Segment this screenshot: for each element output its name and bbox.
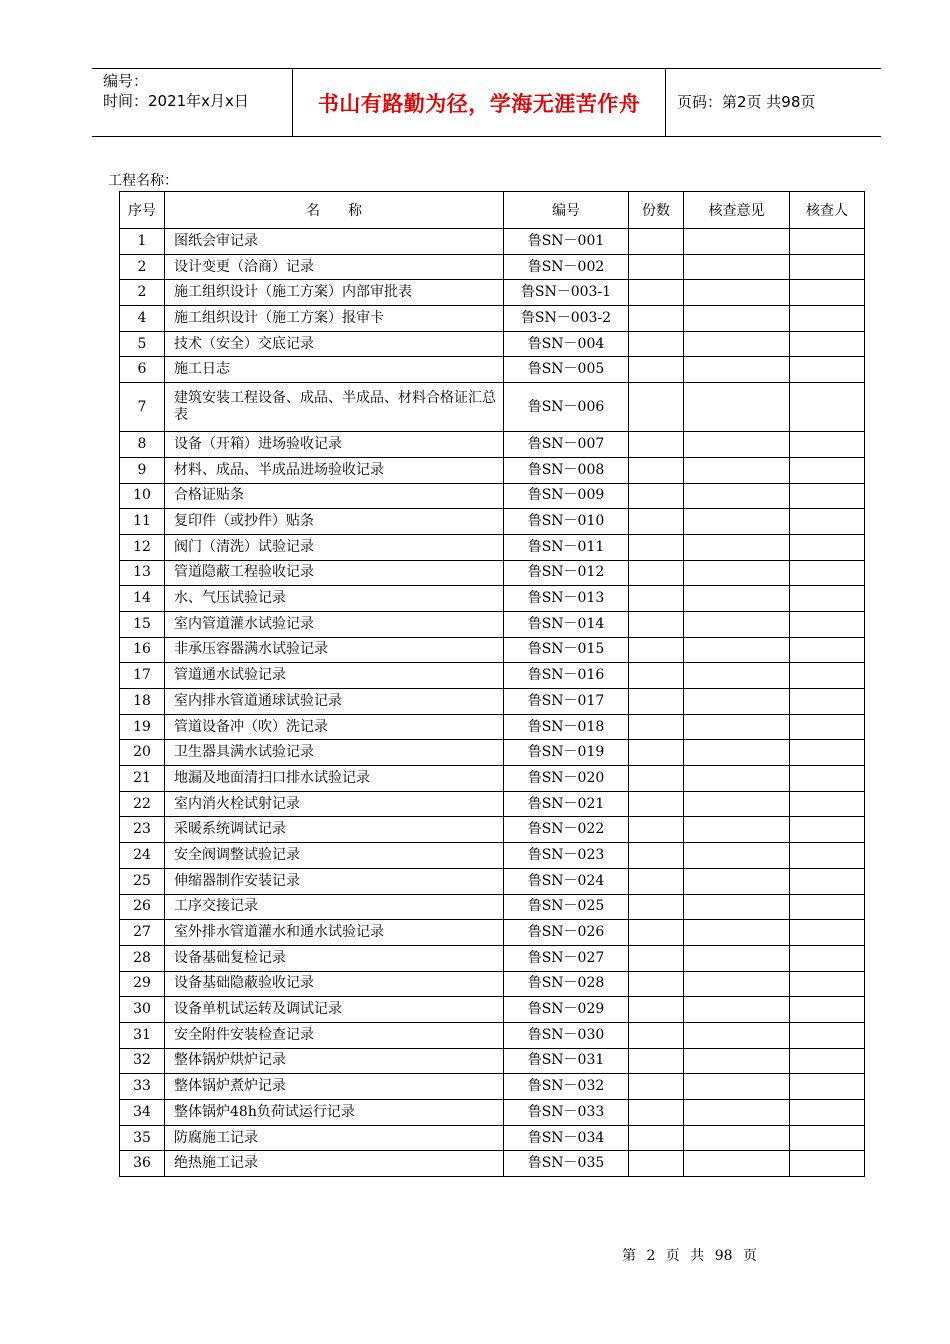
- row-copies: [629, 280, 684, 306]
- row-copies: [629, 432, 684, 458]
- row-name: 设备（开箱）进场验收记录: [165, 432, 504, 458]
- table-row: [120, 766, 865, 792]
- row-name: 非承压容器满水试验记录: [165, 637, 504, 663]
- row-checker: [790, 920, 865, 946]
- row-name: 室内管道灌水试验记录: [165, 611, 504, 637]
- row-code: 鲁SN－005: [504, 357, 629, 383]
- row-number: 4: [120, 306, 165, 332]
- row-copies: [629, 945, 684, 971]
- row-checker: [790, 791, 865, 817]
- row-code: 鲁SN－021: [504, 791, 629, 817]
- row-opinion: [684, 817, 790, 843]
- row-name: 复印件（或抄件）贴条: [165, 509, 504, 535]
- table-row: [120, 383, 865, 432]
- row-code: 鲁SN－004: [504, 331, 629, 357]
- table-row: [120, 740, 865, 766]
- row-copies: [629, 791, 684, 817]
- row-code: 鲁SN－013: [504, 586, 629, 612]
- row-copies: [629, 560, 684, 586]
- row-opinion: [684, 1100, 790, 1126]
- row-number: 2: [120, 280, 165, 306]
- row-number: 9: [120, 457, 165, 483]
- row-copies: [629, 1100, 684, 1126]
- column-header-copies: 份数: [629, 192, 684, 229]
- table-row: [120, 1048, 865, 1074]
- row-opinion: [684, 586, 790, 612]
- row-name: 施工组织设计（施工方案）内部审批表: [165, 280, 504, 306]
- row-checker: [790, 306, 865, 332]
- row-number: 17: [120, 663, 165, 689]
- column-header-code: 编号: [504, 192, 629, 229]
- row-number: 22: [120, 791, 165, 817]
- row-number: 1: [120, 229, 165, 255]
- row-checker: [790, 1022, 865, 1048]
- row-code: 鲁SN－014: [504, 611, 629, 637]
- row-copies: [629, 483, 684, 509]
- row-checker: [790, 229, 865, 255]
- row-number: 30: [120, 997, 165, 1023]
- row-copies: [629, 714, 684, 740]
- table-row: [120, 1151, 865, 1177]
- row-name: 室外排水管道灌水和通水试验记录: [165, 920, 504, 946]
- row-copies: [629, 611, 684, 637]
- header-page-info: 页码：第2页 共98页: [677, 93, 816, 111]
- row-number: 2: [120, 254, 165, 280]
- row-code: 鲁SN－019: [504, 740, 629, 766]
- header-meta-cell: [92, 69, 292, 136]
- row-code: 鲁SN－024: [504, 868, 629, 894]
- row-name: 设备基础隐蔽验收记录: [165, 971, 504, 997]
- header-motto-cell: [292, 69, 666, 136]
- table-row: [120, 637, 865, 663]
- row-checker: [790, 457, 865, 483]
- row-copies: [629, 1048, 684, 1074]
- row-copies: [629, 1151, 684, 1177]
- footer-page-number: 第 2 页 共 98 页: [622, 1248, 757, 1264]
- document-number-label: 编号：: [103, 72, 149, 90]
- document-time: 时间：2021年x月x日: [103, 92, 249, 110]
- row-number: 26: [120, 894, 165, 920]
- row-checker: [790, 383, 865, 432]
- row-opinion: [684, 229, 790, 255]
- row-opinion: [684, 689, 790, 715]
- table-row: [120, 689, 865, 715]
- row-copies: [629, 229, 684, 255]
- row-checker: [790, 714, 865, 740]
- row-opinion: [684, 280, 790, 306]
- row-copies: [629, 1022, 684, 1048]
- row-name: 水、气压试验记录: [165, 586, 504, 612]
- column-header-name: 名 称: [165, 192, 504, 229]
- row-code: 鲁SN－020: [504, 766, 629, 792]
- table-header-row: [120, 192, 865, 229]
- table-row: [120, 534, 865, 560]
- table-row: [120, 357, 865, 383]
- row-checker: [790, 817, 865, 843]
- column-header-opinion: 核查意见: [684, 192, 790, 229]
- row-checker: [790, 611, 865, 637]
- table-row: [120, 817, 865, 843]
- row-name: 合格证贴条: [165, 483, 504, 509]
- row-code: 鲁SN－031: [504, 1048, 629, 1074]
- row-code: 鲁SN－001: [504, 229, 629, 255]
- row-copies: [629, 740, 684, 766]
- row-code: 鲁SN－026: [504, 920, 629, 946]
- row-checker: [790, 509, 865, 535]
- row-checker: [790, 1125, 865, 1151]
- row-name: 材料、成品、半成品进场验收记录: [165, 457, 504, 483]
- row-checker: [790, 971, 865, 997]
- row-name: 管道隐蔽工程验收记录: [165, 560, 504, 586]
- row-copies: [629, 383, 684, 432]
- row-checker: [790, 663, 865, 689]
- row-name: 施工日志: [165, 357, 504, 383]
- table-row: [120, 868, 865, 894]
- row-code: 鲁SN－028: [504, 971, 629, 997]
- row-copies: [629, 868, 684, 894]
- table-row: [120, 1100, 865, 1126]
- row-checker: [790, 534, 865, 560]
- row-code: 鲁SN－003-2: [504, 306, 629, 332]
- row-name: 安全阀调整试验记录: [165, 843, 504, 869]
- table-row: [120, 945, 865, 971]
- table-row: [120, 971, 865, 997]
- row-code: 鲁SN－030: [504, 1022, 629, 1048]
- row-opinion: [684, 997, 790, 1023]
- row-copies: [629, 331, 684, 357]
- row-checker: [790, 894, 865, 920]
- row-number: 28: [120, 945, 165, 971]
- row-code: 鲁SN－022: [504, 817, 629, 843]
- table-row: [120, 306, 865, 332]
- row-checker: [790, 766, 865, 792]
- table-row: [120, 843, 865, 869]
- row-code: 鲁SN－011: [504, 534, 629, 560]
- row-name: 设计变更（洽商）记录: [165, 254, 504, 280]
- row-checker: [790, 254, 865, 280]
- row-opinion: [684, 714, 790, 740]
- row-code: 鲁SN－035: [504, 1151, 629, 1177]
- table-row: [120, 331, 865, 357]
- row-copies: [629, 663, 684, 689]
- row-opinion: [684, 791, 790, 817]
- row-opinion: [684, 843, 790, 869]
- row-copies: [629, 766, 684, 792]
- row-checker: [790, 1048, 865, 1074]
- row-checker: [790, 689, 865, 715]
- row-code: 鲁SN－033: [504, 1100, 629, 1126]
- row-name: 建筑安装工程设备、成品、半成品、材料合格证汇总表: [165, 383, 504, 432]
- row-code: 鲁SN－018: [504, 714, 629, 740]
- row-opinion: [684, 637, 790, 663]
- row-copies: [629, 689, 684, 715]
- document-header: [92, 68, 881, 137]
- table-row: [120, 611, 865, 637]
- row-number: 35: [120, 1125, 165, 1151]
- row-number: 31: [120, 1022, 165, 1048]
- row-number: 12: [120, 534, 165, 560]
- row-copies: [629, 357, 684, 383]
- row-checker: [790, 560, 865, 586]
- table-row: [120, 1125, 865, 1151]
- header-page-cell: [665, 69, 881, 136]
- table-row: [120, 894, 865, 920]
- row-name: 室内排水管道通球试验记录: [165, 689, 504, 715]
- table-row: [120, 509, 865, 535]
- row-opinion: [684, 920, 790, 946]
- table-row: [120, 483, 865, 509]
- row-number: 33: [120, 1074, 165, 1100]
- row-opinion: [684, 766, 790, 792]
- row-code: 鲁SN－023: [504, 843, 629, 869]
- row-number: 10: [120, 483, 165, 509]
- row-number: 29: [120, 971, 165, 997]
- row-opinion: [684, 740, 790, 766]
- row-name: 设备单机试运转及调试记录: [165, 997, 504, 1023]
- row-name: 管道设备冲（吹）洗记录: [165, 714, 504, 740]
- row-code: 鲁SN－015: [504, 637, 629, 663]
- row-number: 16: [120, 637, 165, 663]
- row-copies: [629, 1074, 684, 1100]
- row-number: 23: [120, 817, 165, 843]
- row-name: 管道通水试验记录: [165, 663, 504, 689]
- row-name: 安全附件安装检查记录: [165, 1022, 504, 1048]
- table-row: [120, 560, 865, 586]
- column-header-no: 序号: [120, 192, 165, 229]
- row-number: 18: [120, 689, 165, 715]
- row-code: 鲁SN－003-1: [504, 280, 629, 306]
- column-header-checker: 核查人: [790, 192, 865, 229]
- row-opinion: [684, 1125, 790, 1151]
- row-number: 24: [120, 843, 165, 869]
- row-checker: [790, 1074, 865, 1100]
- row-name: 卫生器具满水试验记录: [165, 740, 504, 766]
- row-number: 8: [120, 432, 165, 458]
- row-opinion: [684, 383, 790, 432]
- row-name: 阀门（清洗）试验记录: [165, 534, 504, 560]
- table-row: [120, 997, 865, 1023]
- project-name-label: 工程名称：: [108, 173, 178, 189]
- row-checker: [790, 997, 865, 1023]
- row-copies: [629, 920, 684, 946]
- row-checker: [790, 945, 865, 971]
- row-name: 整体锅炉48h负荷试运行记录: [165, 1100, 504, 1126]
- row-number: 19: [120, 714, 165, 740]
- row-code: 鲁SN－002: [504, 254, 629, 280]
- row-checker: [790, 357, 865, 383]
- row-copies: [629, 306, 684, 332]
- row-code: 鲁SN－032: [504, 1074, 629, 1100]
- table-row: [120, 432, 865, 458]
- row-copies: [629, 457, 684, 483]
- row-copies: [629, 843, 684, 869]
- row-code: 鲁SN－025: [504, 894, 629, 920]
- row-name: 施工组织设计（施工方案）报审卡: [165, 306, 504, 332]
- row-number: 13: [120, 560, 165, 586]
- row-checker: [790, 432, 865, 458]
- row-opinion: [684, 331, 790, 357]
- row-number: 5: [120, 331, 165, 357]
- row-checker: [790, 331, 865, 357]
- table-row: [120, 714, 865, 740]
- row-copies: [629, 971, 684, 997]
- row-code: 鲁SN－007: [504, 432, 629, 458]
- row-opinion: [684, 868, 790, 894]
- table-row: [120, 920, 865, 946]
- row-copies: [629, 254, 684, 280]
- row-opinion: [684, 663, 790, 689]
- row-opinion: [684, 306, 790, 332]
- row-number: 21: [120, 766, 165, 792]
- row-opinion: [684, 971, 790, 997]
- row-checker: [790, 843, 865, 869]
- row-copies: [629, 1125, 684, 1151]
- table-row: [120, 254, 865, 280]
- row-number: 7: [120, 383, 165, 432]
- row-copies: [629, 637, 684, 663]
- row-opinion: [684, 1048, 790, 1074]
- row-code: 鲁SN－010: [504, 509, 629, 535]
- row-checker: [790, 637, 865, 663]
- row-code: 鲁SN－012: [504, 560, 629, 586]
- row-number: 27: [120, 920, 165, 946]
- row-number: 25: [120, 868, 165, 894]
- row-name: 设备基础复检记录: [165, 945, 504, 971]
- row-name: 采暖系统调试记录: [165, 817, 504, 843]
- row-opinion: [684, 509, 790, 535]
- row-checker: [790, 1151, 865, 1177]
- row-checker: [790, 740, 865, 766]
- motto: 书山有路勤为径，学海无涯苦作舟: [317, 92, 641, 116]
- row-name: 技术（安全）交底记录: [165, 331, 504, 357]
- row-checker: [790, 1100, 865, 1126]
- row-code: 鲁SN－029: [504, 997, 629, 1023]
- row-opinion: [684, 254, 790, 280]
- row-opinion: [684, 534, 790, 560]
- row-name: 图纸会审记录: [165, 229, 504, 255]
- row-number: 32: [120, 1048, 165, 1074]
- row-name: 整体锅炉煮炉记录: [165, 1074, 504, 1100]
- row-copies: [629, 509, 684, 535]
- table-row: [120, 229, 865, 255]
- row-opinion: [684, 560, 790, 586]
- row-copies: [629, 817, 684, 843]
- row-number: 14: [120, 586, 165, 612]
- row-opinion: [684, 457, 790, 483]
- row-number: 11: [120, 509, 165, 535]
- row-code: 鲁SN－017: [504, 689, 629, 715]
- row-name: 工序交接记录: [165, 894, 504, 920]
- row-opinion: [684, 611, 790, 637]
- row-opinion: [684, 1022, 790, 1048]
- row-opinion: [684, 432, 790, 458]
- table-body: [120, 229, 865, 1177]
- row-opinion: [684, 945, 790, 971]
- row-name: 整体锅炉烘炉记录: [165, 1048, 504, 1074]
- row-name: 室内消火栓试射记录: [165, 791, 504, 817]
- row-code: 鲁SN－006: [504, 383, 629, 432]
- table-row: [120, 663, 865, 689]
- row-opinion: [684, 357, 790, 383]
- row-copies: [629, 534, 684, 560]
- row-opinion: [684, 1151, 790, 1177]
- table-row: [120, 1022, 865, 1048]
- row-checker: [790, 868, 865, 894]
- row-code: 鲁SN－016: [504, 663, 629, 689]
- row-number: 6: [120, 357, 165, 383]
- row-checker: [790, 586, 865, 612]
- table-row: [120, 791, 865, 817]
- row-opinion: [684, 894, 790, 920]
- row-checker: [790, 280, 865, 306]
- row-code: 鲁SN－009: [504, 483, 629, 509]
- row-name: 防腐施工记录: [165, 1125, 504, 1151]
- row-code: 鲁SN－034: [504, 1125, 629, 1151]
- records-table: [119, 191, 865, 1177]
- row-name: 绝热施工记录: [165, 1151, 504, 1177]
- row-number: 34: [120, 1100, 165, 1126]
- table-row: [120, 280, 865, 306]
- row-name: 地漏及地面清扫口排水试验记录: [165, 766, 504, 792]
- row-copies: [629, 586, 684, 612]
- row-number: 36: [120, 1151, 165, 1177]
- row-opinion: [684, 1074, 790, 1100]
- row-name: 伸缩器制作安装记录: [165, 868, 504, 894]
- row-number: 15: [120, 611, 165, 637]
- row-copies: [629, 894, 684, 920]
- row-number: 20: [120, 740, 165, 766]
- row-copies: [629, 997, 684, 1023]
- row-code: 鲁SN－027: [504, 945, 629, 971]
- table-row: [120, 586, 865, 612]
- row-checker: [790, 483, 865, 509]
- table-row: [120, 457, 865, 483]
- row-opinion: [684, 483, 790, 509]
- row-code: 鲁SN－008: [504, 457, 629, 483]
- table-row: [120, 1074, 865, 1100]
